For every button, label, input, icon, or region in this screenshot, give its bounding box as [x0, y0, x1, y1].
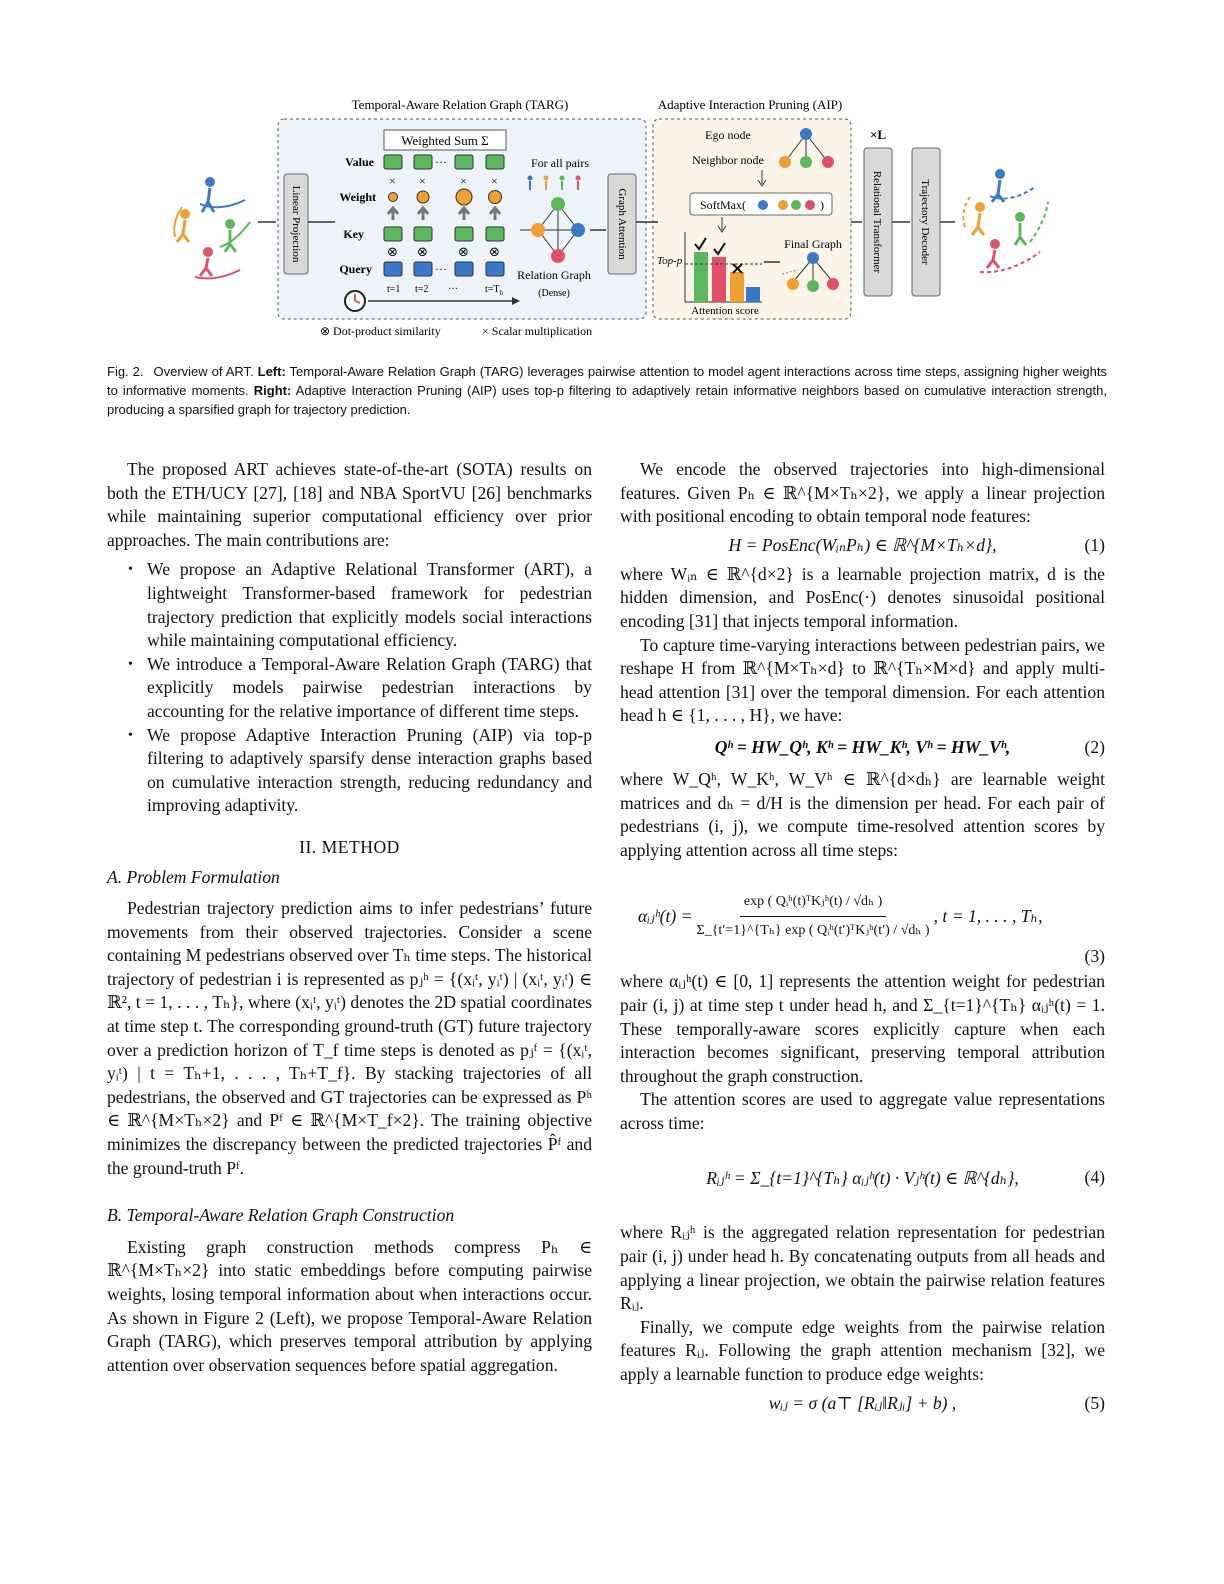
- equation-1: [620, 529, 1105, 563]
- legend-scalar: × Scalar multiplication: [482, 324, 593, 338]
- final-graph-label: Final Graph: [784, 237, 842, 251]
- top-p-label: Top-p: [657, 255, 683, 267]
- svg-text:···: ···: [435, 262, 447, 276]
- equation-5-number: (5): [1084, 1392, 1105, 1413]
- svg-text:×: ×: [460, 174, 467, 188]
- equation-2-number: (2): [1084, 737, 1105, 758]
- svg-text:⊗: ⊗: [387, 245, 398, 260]
- for-all-pairs-label: For all pairs: [531, 156, 589, 170]
- caption-text-3: Adaptive Interaction Pruning (AIP) uses top-p filtering to adaptively retain informative neighbors based on cumulative interaction strength, producing a sparsified graph for trajectory prediction.: [107, 383, 1107, 417]
- svg-text:): ): [820, 198, 824, 212]
- section-heading-method: II. METHOD: [299, 836, 400, 857]
- equation-1-number: (1): [1084, 534, 1105, 555]
- equation-3-fraction: [697, 890, 930, 942]
- targ-title: Temporal-Aware Relation Graph (TARG): [351, 97, 569, 112]
- time-label-th: $t=T_h$: [485, 284, 504, 297]
- equation-3-denominator: Σ_{t′=1}^{Tₕ} exp ( Qᵢʰ(t′)ᵀKⱼʰ(t′) / √dₕ ): [696, 922, 930, 938]
- trajectory-decoder-label: Trajectory Decoder: [919, 179, 931, 265]
- linear-projection-label: Linear Projection: [290, 185, 302, 263]
- paragraph-relation: where Rᵢⱼʰ is the aggregated relation representation for pedestrian pair (i, j) under head h. By concatenating outputs from all heads and applying a linear projection, we obtain the pairwise relation features Rᵢⱼ.: [620, 1222, 1105, 1314]
- paragraph-edge-weights: Finally, we compute edge weights from the pairwise relation features Rᵢⱼ. Following the graph attention mechanism [32], we apply a learnable function to produce edge weights:: [620, 1316, 1105, 1385]
- row-label-weight: Weight: [339, 190, 376, 204]
- ego-node-label: Ego node: [705, 128, 751, 142]
- aip-title: Adaptive Interaction Pruning (AIP): [657, 97, 843, 112]
- time-label-1: t=1: [387, 284, 401, 295]
- dense-label: (Dense): [538, 288, 570, 299]
- contributions-list: [107, 558, 592, 818]
- time-label-2: t=2: [415, 284, 429, 295]
- softmax-label: SoftMax(: [700, 198, 746, 212]
- paragraph-targ-construction: Existing graph construction methods compress Pₕ ∈ ℝ^{M×Tₕ×2} into static embeddings before computing pairwise weights, losing temporal information about when interactions occur. As shown in Figure 2 (Left), we propose Temporal-Aware Relation Graph (TARG), which preserves temporal attribution by applying attention over observation sequences before spatial aggregation.: [107, 1236, 592, 1375]
- equation-4: [620, 1135, 1105, 1221]
- svg-text:⊗: ⊗: [489, 245, 500, 260]
- contribution-item: • We propose Adaptive Interaction Pruning (AIP) via top-p filtering to adaptively sparsify dense interaction graphs based on cumulative interaction strength, reducing redundancy and improving adaptivity.: [147, 724, 592, 818]
- weighted-sum-label: Weighted Sum Σ: [401, 133, 489, 148]
- right-column: [620, 458, 1105, 1421]
- figure-caption: [107, 362, 1107, 419]
- legend-dot-product: ⊗ Dot-product similarity: [320, 324, 441, 338]
- caption-left-bold: Left:: [257, 364, 286, 379]
- equation-4-number: (4): [1084, 1167, 1105, 1188]
- equation-2: [620, 728, 1105, 768]
- svg-text:×: ×: [419, 174, 426, 188]
- svg-text:⊗: ⊗: [458, 245, 469, 260]
- svg-text:⊗: ⊗: [417, 245, 428, 260]
- paragraph-alpha: where αᵢⱼʰ(t) ∈ [0, 1] represents the attention weight for pedestrian pair (i, j) at time step t under head h, and Σ_{t=1}^{Tₕ} αᵢⱼʰ(t) = 1. These temporally-aware scores explicitly capture when each interaction becomes significant, preserving temporal attribution throughout the graph construction.: [620, 971, 1105, 1086]
- clock-icon: [345, 291, 365, 311]
- attention-score-label: Attention score: [691, 305, 759, 317]
- paragraph-capture: To capture time-varying interactions between pedestrian pairs, we reshape H from ℝ^{M×Tₕ×d} to ℝ^{Tₕ×M×d} and apply multi-head attention [31] over the temporal dimension. For each attention head h ∈ {1, . . . , H}, we have:: [620, 634, 1105, 726]
- paragraph-encode: We encode the observed trajectories into high-dimensional features. Given Pₕ ∈ ℝ^{M×Tₕ×2}, we apply a linear projection with positional encoding to obtain temporal node features:: [620, 459, 1105, 527]
- caption-text-2: Temporal-Aware Relation Graph (TARG) leverages pairwise attention to model agent interactions across time steps, assigning higher weights to informative moments.: [107, 364, 1107, 398]
- paragraph-win: where Wᵢₙ ∈ ℝ^{d×2} is a learnable projection matrix, d is the hidden dimension, and PosEnc(·) denotes sinusoidal positional encoding [31] that injects temporal information.: [620, 563, 1105, 631]
- intro-paragraph: The proposed ART achieves state-of-the-art (SOTA) results on both the ETH/UCY [27], [18] and NBA SportVU [26] benchmarks while maintaining superior computational efficiency over prior approaches. The main contributions are:: [107, 459, 592, 550]
- input-pedestrians-icon: [174, 177, 250, 278]
- caption-text-1: Overview of ART.: [153, 364, 258, 379]
- graph-attention-label: Graph Attention: [616, 188, 628, 260]
- equation-3-number: (3): [1084, 945, 1105, 966]
- paragraph-aggregate: The attention scores are used to aggregate value representations across time:: [620, 1089, 1105, 1133]
- contribution-item: • We introduce a Temporal-Aware Relation Graph (TARG) that explicitly models pairwise pedestrian interactions by accounting for the relative importance of different time steps.: [147, 653, 592, 724]
- caption-right-bold: Right:: [253, 383, 292, 398]
- paragraph-weights: where W_Qʰ, W_Kʰ, W_Vʰ ∈ ℝ^{d×dₕ} are learnable weight matrices and dₕ = d/H is the dimension per head. For each pair of pedestrians (i, j), we compute time-resolved attention scores by applying attention across all time steps:: [620, 768, 1105, 860]
- svg-text:×: ×: [491, 174, 498, 188]
- figure-2-diagram: [150, 92, 1080, 348]
- equation-3-lhs: αᵢⱼʰ(t) =: [638, 905, 693, 926]
- paragraph-problem-formulation: Pedestrian trajectory prediction aims to infer pedestrians’ future movements from their observed trajectories. Consider a scene containing M pedestrians observed over Tₕ time steps. The historical trajectory of pedestrian i is represented as pⱼʰ = {(xᵢᵗ, yᵢᵗ) | (xᵢᵗ, yᵢᵗ) ∈ ℝ², t = 1, . . . , Tₕ}, where (xᵢᵗ, yᵢᵗ) denotes the 2D spatial coordinates at time step t. The corresponding ground-truth (GT) future trajectory over a prediction horizon of T_f time steps is denoted as pⱼᶠ = {(xᵢᵗ, yᵢᵗ) | t = Tₕ+1, . . . , Tₕ+T_f}. By stacking trajectories of all pedestrians, the observed and GT trajectories can be expressed as Pʰ ∈ ℝ^{M×Tₕ×2} and Pᶠ ∈ ℝ^{M×T_f×2}. The training objective minimizes the discrepancy between the predicted trajectories P̂ᶠ and the ground-truth Pᶠ.: [107, 898, 592, 1178]
- equation-3: [620, 862, 1105, 970]
- neighbor-node-label: Neighbor node: [692, 153, 764, 167]
- equation-3-numerator: exp ( Qᵢʰ(t)ᵀKⱼʰ(t) / √dₕ ): [740, 890, 886, 917]
- equation-2-body: Qʰ = HW_Qʰ, Kʰ = HW_Kʰ, Vʰ = HW_Vʰ,: [714, 737, 1011, 758]
- subsection-heading-a: A. Problem Formulation: [107, 866, 280, 887]
- equation-4-body: Rᵢⱼʰ = Σ_{t=1}^{Tₕ} αᵢⱼʰ(t) · Vⱼʰ(t) ∈ ℝ^{dₕ},: [706, 1167, 1019, 1188]
- left-column: [107, 458, 592, 1377]
- subsection-heading-b: B. Temporal-Aware Relation Graph Construction: [107, 1205, 455, 1226]
- svg-text:···: ···: [435, 155, 447, 169]
- equation-5-body: wᵢⱼ = σ (a⊤ [Rᵢⱼ‖Rⱼᵢ] + b) ,: [768, 1392, 957, 1413]
- caption-label: Fig. 2.: [107, 364, 144, 379]
- output-pedestrians-icon: [963, 169, 1048, 272]
- times-l-label: ×L: [869, 127, 887, 142]
- relation-graph-label: Relation Graph: [517, 268, 591, 282]
- row-label-query: Query: [339, 262, 372, 276]
- time-label-dots: ···: [448, 284, 458, 295]
- contribution-item: • We propose an Adaptive Relational Transformer (ART), a lightweight Transformer-based framework for pedestrian trajectory prediction that explicitly models social interactions while maintaining computational efficiency.: [147, 558, 592, 652]
- relational-transformer-label: Relational Transformer: [871, 170, 883, 274]
- equation-1-body: H = PosEnc(WᵢₙPₕ) ∈ ℝ^{M×Tₕ×d},: [728, 534, 997, 555]
- equation-3-rhs: , t = 1, . . . , Tₕ,: [933, 905, 1043, 926]
- equation-5: [620, 1387, 1105, 1421]
- row-label-key: Key: [343, 227, 364, 241]
- svg-text:×: ×: [389, 174, 396, 188]
- row-label-value: Value: [345, 155, 374, 169]
